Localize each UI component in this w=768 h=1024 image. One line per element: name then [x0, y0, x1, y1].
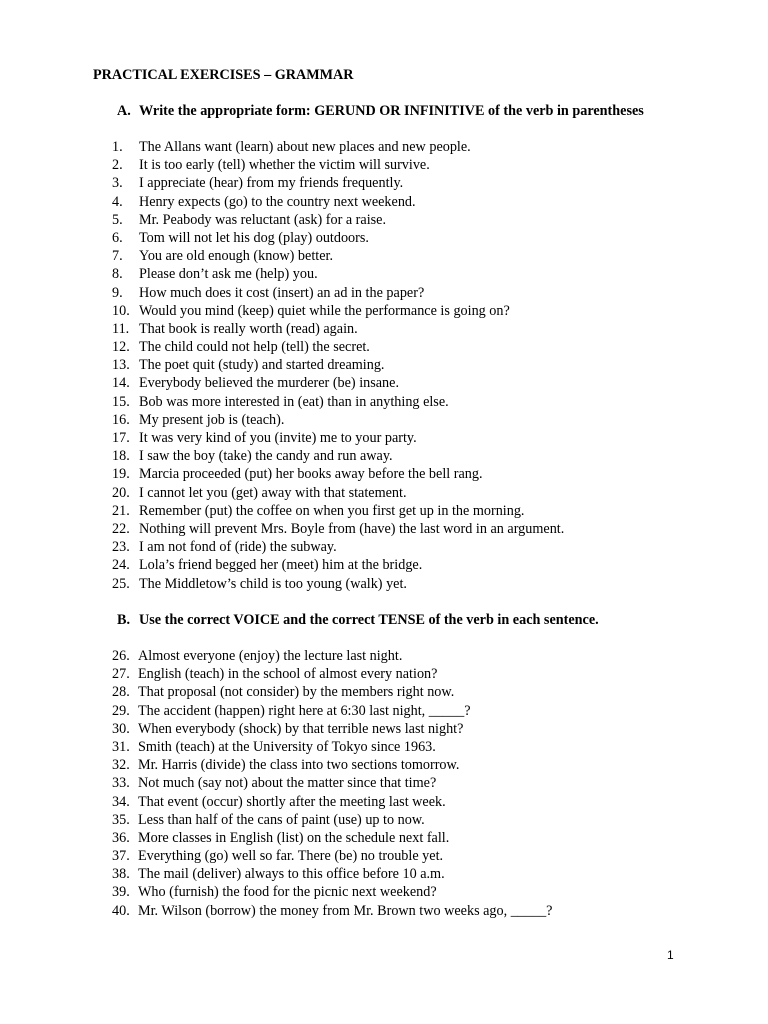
- exercise-sentence: It is too early (tell) whether the victim will survive.: [139, 157, 430, 174]
- exercise-item: [112, 302, 564, 320]
- exercise-number: 19.: [112, 466, 130, 483]
- exercise-item: [112, 447, 564, 465]
- exercise-sentence: I saw the boy (take) the candy and run away.: [139, 448, 393, 465]
- exercise-item: [112, 247, 564, 265]
- exercise-number: 37.: [112, 848, 130, 865]
- exercise-sentence: Would you mind (keep) quiet while the performance is going on?: [139, 302, 510, 319]
- exercise-sentence: Almost everyone (enjoy) the lecture last night.: [138, 648, 403, 664]
- exercise-sentence: You are old enough (know) better.: [139, 248, 333, 265]
- section-a-instruction: Write the appropriate form: GERUND OR INFINITIVE of the verb in parentheses: [139, 103, 644, 119]
- exercise-item: [112, 756, 552, 774]
- exercise-sentence: Henry expects (go) to the country next weekend.: [139, 193, 416, 210]
- exercise-item: [112, 211, 564, 229]
- exercise-item: [112, 774, 552, 792]
- exercise-sentence: That book is really worth (read) again.: [139, 320, 358, 337]
- exercise-sentence: Remember (put) the coffee on when you first get up in the morning.: [139, 502, 525, 519]
- exercise-sentence: Everybody believed the murderer (be) insane.: [139, 375, 399, 392]
- exercise-item: [112, 411, 564, 429]
- exercise-number: 14.: [112, 375, 130, 392]
- exercise-sentence: When everybody (shock) by that terrible news last night?: [138, 720, 464, 737]
- exercise-item: [112, 520, 564, 538]
- exercise-item: [112, 865, 552, 883]
- exercise-number: 16.: [112, 411, 130, 428]
- exercise-number: 17.: [112, 430, 130, 446]
- exercise-sentence: That event (occur) shortly after the meeting last week.: [138, 793, 446, 810]
- exercise-number: 38.: [112, 866, 130, 883]
- exercise-number: 6.: [112, 229, 123, 246]
- exercise-sentence: English (teach) in the school of almost every nation?: [138, 666, 438, 683]
- section-b-letter: B.: [117, 612, 131, 628]
- exercise-number: 26.: [112, 648, 130, 664]
- exercise-sentence: I am not fond of (ride) the subway.: [139, 539, 337, 556]
- exercise-number: 29.: [112, 702, 130, 719]
- exercise-number: 8.: [112, 266, 123, 283]
- exercise-number: 27.: [112, 666, 130, 683]
- exercise-sentence: That proposal (not consider) by the members right now.: [138, 684, 455, 701]
- exercise-sentence: The mail (deliver) always to this office before 10 a.m.: [138, 866, 445, 883]
- exercise-number: 5.: [112, 211, 123, 228]
- exercise-item: [112, 393, 564, 411]
- exercise-item: [112, 465, 564, 483]
- exercise-number: 35.: [112, 811, 130, 828]
- exercise-number: 13.: [112, 357, 130, 374]
- exercise-sentence: Marcia proceeded (put) her books away before the bell rang.: [139, 466, 483, 483]
- exercise-item: [112, 720, 552, 738]
- exercise-item: [112, 265, 564, 283]
- exercise-number: 2.: [112, 157, 123, 174]
- exercise-item: [112, 847, 552, 865]
- exercise-number: 25.: [112, 575, 130, 592]
- exercise-item: [112, 883, 552, 901]
- exercise-number: 36.: [112, 829, 130, 846]
- exercise-number: 10.: [112, 302, 130, 319]
- page-number: 1: [667, 948, 674, 962]
- exercise-number: 12.: [112, 339, 130, 356]
- exercise-item: [112, 356, 564, 374]
- exercise-number: 11.: [112, 320, 130, 337]
- exercise-sentence: The Middletow’s child is too young (walk) yet.: [139, 575, 407, 592]
- exercise-sentence: The accident (happen) right here at 6:30 last night, _____?: [138, 702, 471, 719]
- exercise-item: [112, 793, 552, 811]
- exercise-number: 23.: [112, 539, 130, 556]
- exercise-sentence: The child could not help (tell) the secret.: [139, 339, 370, 356]
- exercise-sentence: Less than half of the cans of paint (use) up to now.: [138, 811, 425, 828]
- exercise-sentence: Please don’t ask me (help) you.: [139, 266, 318, 283]
- exercise-number: 39.: [112, 884, 130, 901]
- exercise-sentence: Lola’s friend begged her (meet) him at the bridge.: [139, 557, 423, 574]
- exercise-number: 15.: [112, 393, 130, 410]
- exercise-item: [112, 575, 564, 593]
- exercise-sentence: Mr. Wilson (borrow) the money from Mr. Brown two weeks ago, _____?: [138, 902, 553, 919]
- exercise-sentence: Mr. Peabody was reluctant (ask) for a raise.: [139, 211, 387, 228]
- exercise-item: [112, 174, 564, 192]
- exercise-sentence: Mr. Harris (divide) the class into two sections tomorrow.: [138, 757, 460, 774]
- exercise-sentence: More classes in English (list) on the schedule next fall.: [138, 829, 450, 846]
- exercise-number: 31.: [112, 738, 130, 755]
- exercise-item: [112, 193, 564, 211]
- exercise-number: 40.: [112, 902, 130, 919]
- exercise-sentence: Smith (teach) at the University of Tokyo since 1963.: [138, 738, 436, 755]
- section-b-instruction: Use the correct VOICE and the correct TENSE of the verb in each sentence.: [139, 612, 599, 628]
- exercise-item: [112, 538, 564, 556]
- exercise-sentence: Bob was more interested in (eat) than in anything else.: [139, 393, 449, 410]
- exercise-sentence: Everything (go) well so far. There (be) no trouble yet.: [138, 848, 444, 865]
- exercise-item: [112, 320, 564, 338]
- exercise-item: [112, 156, 564, 174]
- exercise-item: [112, 902, 552, 920]
- section-a-letter: A.: [117, 103, 131, 119]
- exercise-number: 3.: [112, 175, 123, 192]
- exercise-number: 21.: [112, 502, 130, 519]
- exercise-item: [112, 338, 564, 356]
- exercise-sentence: Not much (say not) about the matter since that time?: [138, 775, 437, 792]
- exercise-number: 28.: [112, 684, 130, 701]
- page-title: PRACTICAL EXERCISES – GRAMMAR: [93, 67, 354, 83]
- exercise-item: [112, 502, 564, 520]
- exercise-item: [112, 811, 552, 829]
- exercise-number: 34.: [112, 793, 130, 810]
- exercise-item: [112, 374, 564, 392]
- exercise-number: 22.: [112, 520, 130, 537]
- section-b-list: [112, 647, 552, 920]
- exercise-sentence: The Allans want (learn) about new places and new people.: [139, 139, 471, 155]
- section-a-list: [112, 138, 564, 593]
- exercise-item: [112, 556, 564, 574]
- exercise-item: [112, 665, 552, 683]
- exercise-number: 9.: [112, 284, 123, 301]
- exercise-number: 20.: [112, 484, 130, 501]
- exercise-sentence: My present job is (teach).: [139, 411, 285, 428]
- exercise-item: [112, 284, 564, 302]
- exercise-number: 33.: [112, 775, 130, 792]
- exercise-sentence: I appreciate (hear) from my friends frequently.: [139, 175, 404, 192]
- exercise-sentence: How much does it cost (insert) an ad in the paper?: [139, 284, 425, 301]
- exercise-item: [112, 702, 552, 720]
- section-b-heading: [117, 611, 675, 629]
- section-a-heading: [117, 102, 675, 120]
- exercise-sentence: I cannot let you (get) away with that statement.: [139, 484, 407, 501]
- exercise-number: 1.: [112, 139, 123, 155]
- exercise-item: [112, 429, 564, 447]
- exercise-item: [112, 738, 552, 756]
- exercise-item: [112, 138, 564, 156]
- exercise-item: [112, 647, 552, 665]
- exercise-number: 32.: [112, 757, 130, 774]
- exercise-sentence: The poet quit (study) and started dreaming.: [139, 357, 385, 374]
- exercise-item: [112, 683, 552, 701]
- exercise-number: 30.: [112, 720, 130, 737]
- exercise-number: 18.: [112, 448, 130, 465]
- exercise-item: [112, 229, 564, 247]
- exercise-item: [112, 484, 564, 502]
- exercise-sentence: Who (furnish) the food for the picnic next weekend?: [138, 884, 437, 901]
- exercise-number: 24.: [112, 557, 130, 574]
- exercise-sentence: Nothing will prevent Mrs. Boyle from (have) the last word in an argument.: [139, 520, 565, 537]
- exercise-item: [112, 829, 552, 847]
- exercise-number: 4.: [112, 193, 123, 210]
- exercise-number: 7.: [112, 248, 123, 265]
- exercise-sentence: It was very kind of you (invite) me to your party.: [139, 430, 417, 446]
- exercise-sentence: Tom will not let his dog (play) outdoors.: [139, 229, 369, 246]
